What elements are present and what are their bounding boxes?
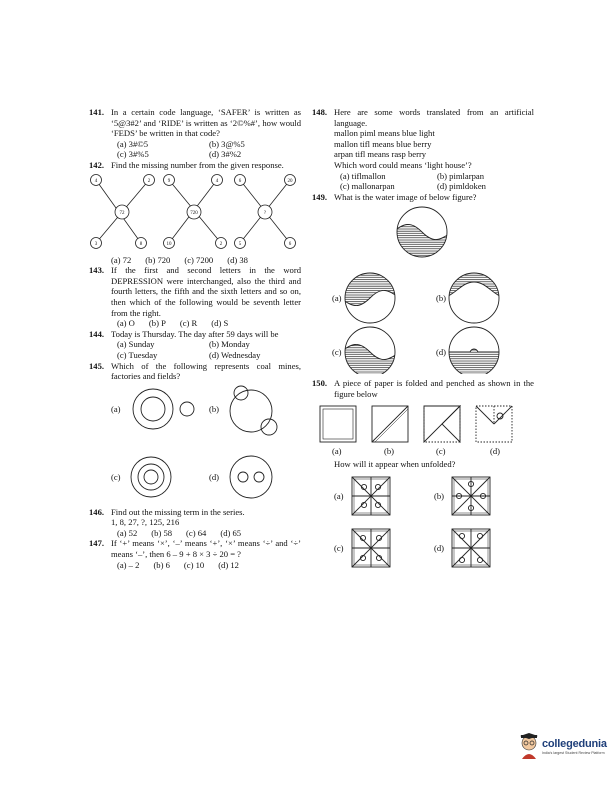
option-d[interactable]: (d) 65 bbox=[220, 527, 242, 538]
label-d: (d) bbox=[209, 471, 220, 482]
question-number: 146. bbox=[89, 506, 105, 517]
option-d[interactable]: (d) pimldoken bbox=[437, 181, 486, 192]
question-stem: If ‘+’ means ‘×’, ‘–’ means ‘+’, ‘×’ means ‘÷’ and ‘÷’ means ‘–’, then 6 – 9 + 8 × 3 ÷ 20 = ? bbox=[111, 538, 301, 560]
question-141 bbox=[89, 107, 301, 160]
options bbox=[111, 139, 301, 160]
question-stem: In a certain code language, ‘SAFER’ is written as ‘5@3#2’ and ‘RIDE’ is written as ‘2©%#’, how would ‘FEDS’ be written in that code? bbox=[111, 107, 301, 139]
option-c[interactable]: (c) 3#%5 bbox=[117, 149, 149, 160]
water-image-figure bbox=[312, 202, 534, 374]
option-c[interactable]: (c) R bbox=[179, 318, 198, 329]
question-148 bbox=[312, 107, 534, 192]
language-line-1: mallon piml means blue light bbox=[334, 128, 435, 139]
option-d[interactable]: (d) S bbox=[211, 318, 229, 329]
question-stem: What is the water image of below figure? bbox=[334, 191, 477, 202]
left-column bbox=[89, 107, 301, 570]
step-label-a: (a) bbox=[332, 445, 342, 456]
question-150 bbox=[312, 378, 534, 399]
option-d[interactable]: (d) 38 bbox=[227, 254, 248, 265]
label-c: (c) bbox=[111, 471, 121, 482]
option-a[interactable]: (a) tiflmallon bbox=[340, 170, 386, 181]
option-b[interactable]: (b) 6 bbox=[153, 559, 170, 570]
question-number: 145. bbox=[89, 360, 105, 371]
brand-tagline: India's largest Student Review Platform bbox=[542, 751, 605, 755]
question-147 bbox=[89, 538, 301, 570]
label-c: (c) bbox=[332, 347, 342, 358]
num-right-tr: 20 bbox=[287, 178, 293, 184]
label-a: (a) bbox=[111, 403, 121, 414]
question-number: 144. bbox=[89, 328, 105, 339]
option-b[interactable]: (b) 720 bbox=[145, 254, 171, 265]
language-question: Which word could means ‘light house’? bbox=[334, 159, 472, 170]
label-c: (c) bbox=[334, 542, 344, 553]
num-left-br: 8 bbox=[139, 241, 143, 247]
venn-option-c[interactable] bbox=[131, 457, 171, 497]
option-c[interactable]: (c) 7200 bbox=[184, 254, 214, 265]
option-d[interactable]: (d) Wednesday bbox=[209, 349, 261, 360]
question-number: 148. bbox=[312, 107, 328, 117]
water-option-d[interactable] bbox=[444, 327, 504, 374]
option-b[interactable]: (b) Monday bbox=[209, 339, 250, 350]
question-142 bbox=[89, 160, 301, 171]
option-a[interactable]: (a) 72 bbox=[111, 254, 132, 265]
question-number: 147. bbox=[89, 538, 105, 549]
question-stem: If the first and second letters in the word DEPRESSION were interchanged, also the third and fourth letters, the fifth and the sixth letters and so on, then which of the following would be seventh letter from the right. bbox=[111, 265, 301, 318]
unfold-option-c[interactable] bbox=[352, 529, 390, 567]
series: 1, 8, 27, ?, 125, 216 bbox=[111, 517, 180, 528]
label-b: (b) bbox=[209, 403, 220, 414]
question-stem: A piece of paper is folded and penched as shown in the figure below bbox=[334, 378, 534, 399]
option-c[interactable]: (c) Tuesday bbox=[117, 349, 158, 360]
option-c[interactable]: (c) 10 bbox=[183, 559, 205, 570]
option-c[interactable]: (c) 64 bbox=[186, 527, 207, 538]
num-middle-br: 2 bbox=[219, 241, 223, 247]
num-middle-bl: 10 bbox=[166, 241, 172, 247]
unfold-option-d[interactable] bbox=[452, 529, 490, 567]
num-middle-tr: 4 bbox=[215, 178, 219, 184]
question-144 bbox=[89, 329, 301, 361]
option-b[interactable]: (b) 58 bbox=[151, 527, 173, 538]
collegedunia-logo-icon bbox=[518, 733, 540, 759]
num-right-br: 6 bbox=[288, 241, 292, 247]
option-a[interactable]: (a) 3#©5 bbox=[117, 138, 149, 149]
question-stem: Here are some words translated from an artificial language. bbox=[334, 107, 534, 128]
label-d: (d) bbox=[434, 542, 445, 553]
question-stem: Find out the missing term in the series. bbox=[111, 506, 245, 517]
num-left-tl: 4 bbox=[94, 178, 98, 184]
question-number: 150. bbox=[312, 378, 328, 389]
question-145 bbox=[89, 361, 301, 382]
options bbox=[111, 339, 301, 360]
question-146 bbox=[89, 507, 301, 539]
option-d[interactable]: (d) 3#%2 bbox=[209, 149, 242, 160]
step-label-c: (c) bbox=[436, 445, 446, 456]
water-option-c[interactable] bbox=[340, 327, 400, 374]
option-a[interactable]: (a) – 2 bbox=[117, 559, 140, 570]
num-middle-tl: 9 bbox=[167, 178, 171, 184]
option-b[interactable]: (b) P bbox=[148, 318, 166, 329]
question-stem: Find the missing number from the given response. bbox=[111, 159, 284, 170]
num-right-bl: 5 bbox=[238, 241, 242, 247]
question-number: 142. bbox=[89, 159, 105, 170]
water-option-b[interactable] bbox=[444, 268, 504, 323]
label-b: (b) bbox=[436, 293, 447, 304]
label-a: (a) bbox=[334, 490, 344, 501]
step-label-d: (d) bbox=[490, 445, 501, 456]
water-option-a[interactable] bbox=[340, 268, 400, 323]
option-b[interactable]: (b) 3@%5 bbox=[209, 138, 245, 149]
venn-options-figure bbox=[89, 385, 301, 507]
unfold-option-b[interactable] bbox=[452, 477, 490, 515]
language-line-2: mallon tifl means blue berry bbox=[334, 138, 432, 149]
question-number: 149. bbox=[312, 191, 328, 202]
fold-step-c bbox=[424, 406, 460, 442]
num-right-tl: 6 bbox=[238, 178, 242, 184]
options bbox=[111, 560, 301, 571]
option-b[interactable]: (b) pimlarpan bbox=[437, 170, 485, 181]
question-figure bbox=[392, 207, 452, 262]
question-stem: Today is Thursday. The day after 59 days will be bbox=[111, 328, 279, 339]
step-label-b: (b) bbox=[384, 445, 395, 456]
brand-name: collegedunia bbox=[542, 738, 607, 750]
question-number: 143. bbox=[89, 265, 105, 276]
language-line-3: arpan tifl means rasp berry bbox=[334, 149, 427, 160]
right-column bbox=[312, 107, 534, 602]
question-number: 141. bbox=[89, 107, 105, 117]
option-a[interactable]: (a) 52 bbox=[117, 527, 138, 538]
question-stem: Which of the following represents coal mines, factories and fields? bbox=[111, 360, 301, 382]
number-cross-figure bbox=[89, 174, 301, 252]
option-c[interactable]: (c) mallonarpan bbox=[340, 181, 395, 192]
unfold-option-a[interactable] bbox=[352, 477, 390, 515]
num-left-center: 72 bbox=[119, 210, 125, 216]
option-a[interactable]: (a) O bbox=[117, 318, 135, 329]
options bbox=[334, 171, 534, 192]
num-left-tr: 2 bbox=[147, 178, 151, 184]
options bbox=[111, 528, 301, 539]
options bbox=[111, 318, 301, 329]
num-right-center: ? bbox=[263, 210, 267, 216]
venn-option-b[interactable] bbox=[230, 386, 277, 435]
num-middle-center: 720 bbox=[190, 210, 198, 216]
label-d: (d) bbox=[436, 347, 447, 358]
fold-step-d bbox=[476, 406, 512, 442]
option-d[interactable]: (d) 12 bbox=[218, 559, 239, 570]
num-left-bl: 3 bbox=[94, 241, 98, 247]
paper-fold-figure bbox=[312, 402, 534, 602]
question-143 bbox=[89, 265, 301, 329]
unfold-question: How will it appear when unfolded? bbox=[334, 458, 456, 469]
label-a: (a) bbox=[332, 293, 342, 304]
fold-step-b bbox=[372, 406, 408, 442]
venn-option-d[interactable] bbox=[230, 456, 272, 498]
option-a[interactable]: (a) Sunday bbox=[117, 339, 155, 350]
question-149 bbox=[312, 192, 534, 203]
label-b: (b) bbox=[434, 490, 445, 501]
fold-step-a bbox=[320, 406, 356, 442]
options bbox=[89, 255, 301, 266]
venn-option-a[interactable] bbox=[133, 389, 194, 429]
